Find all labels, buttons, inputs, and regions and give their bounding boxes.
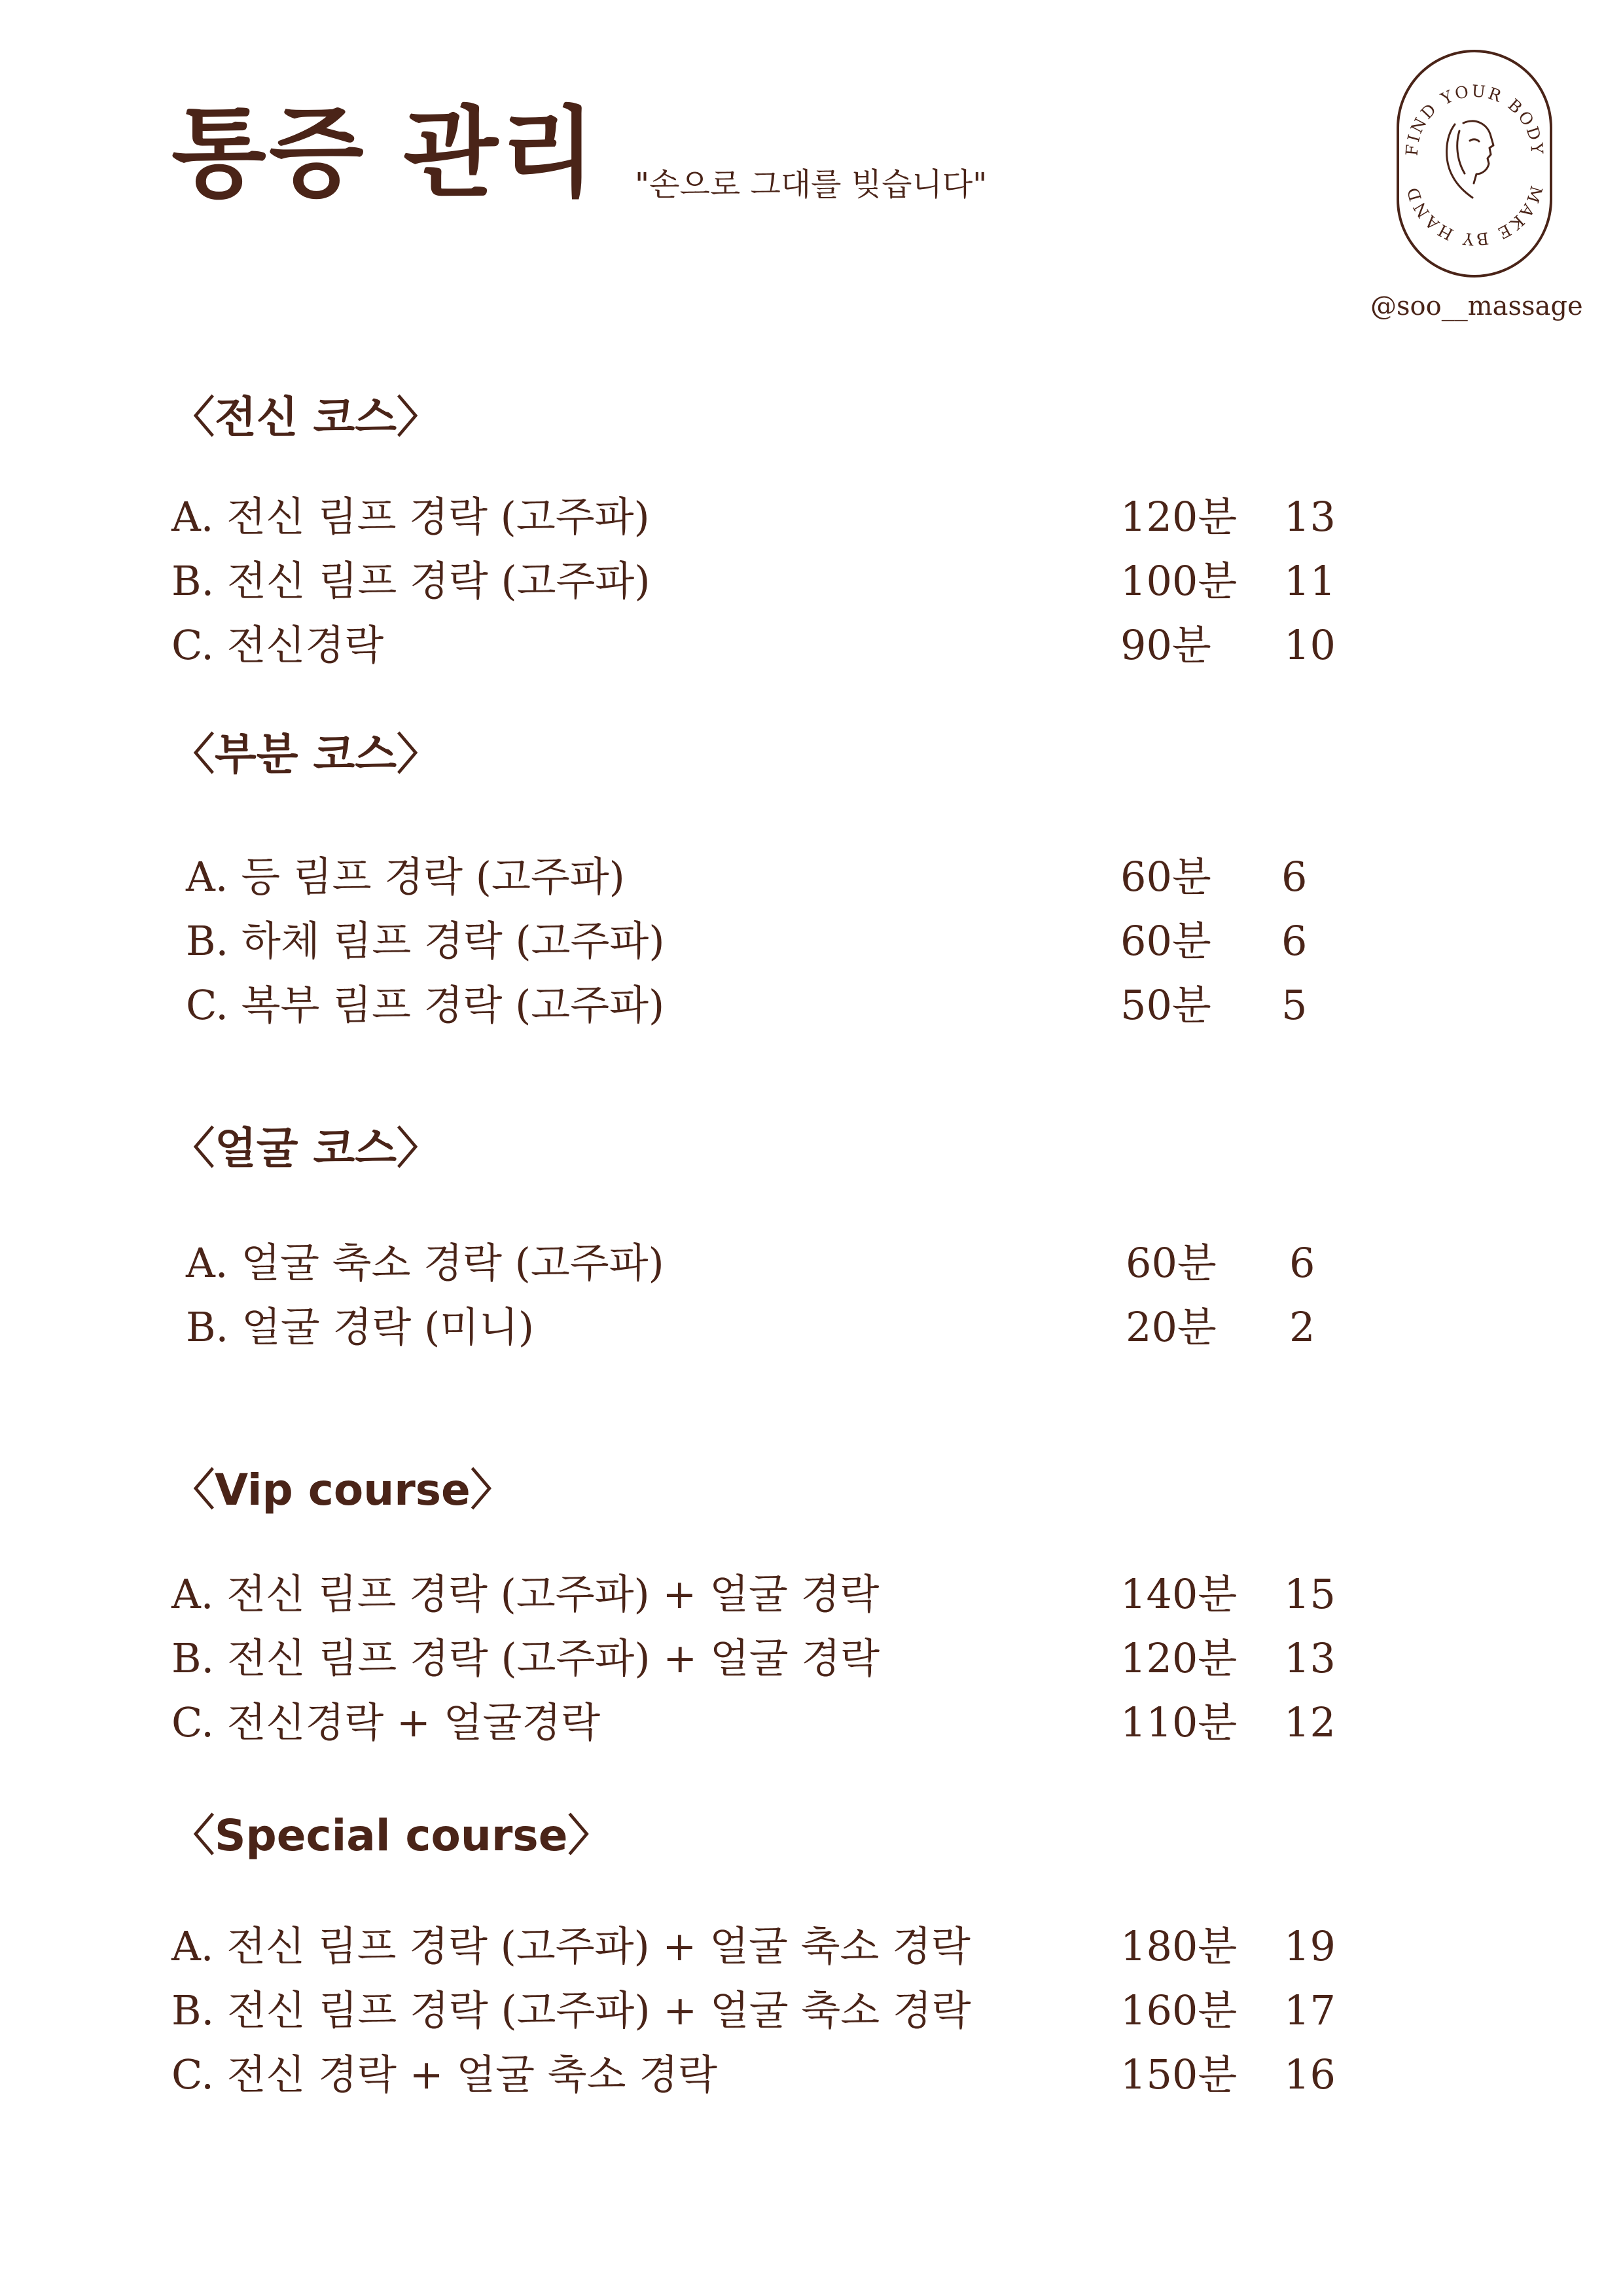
section-heading: 〈얼굴 코스〉 bbox=[171, 1123, 440, 1174]
logo-top-text: FIND YOUR BODY bbox=[1402, 81, 1547, 157]
item-duration: 60분 bbox=[1120, 853, 1211, 901]
section-heading: 〈부분 코스〉 bbox=[171, 729, 440, 780]
item-duration: 120분 bbox=[1120, 1634, 1238, 1682]
section-heading: 〈전신 코스〉 bbox=[171, 392, 440, 442]
item-price: 2 bbox=[1289, 1303, 1315, 1351]
menu-row bbox=[0, 1634, 1623, 1683]
item-price: 6 bbox=[1289, 1239, 1315, 1287]
item-name: B. 얼굴 경락 (미니) bbox=[186, 1303, 535, 1351]
menu-row bbox=[0, 620, 1623, 670]
item-price: 12 bbox=[1284, 1698, 1336, 1746]
item-price: 17 bbox=[1284, 1986, 1336, 2034]
menu-row bbox=[0, 1698, 1623, 1748]
menu-row bbox=[0, 1238, 1623, 1288]
menu-row bbox=[0, 852, 1623, 902]
item-name: A. 전신 림프 경락 (고주파) + 얼굴 축소 경락 bbox=[171, 1922, 971, 1970]
item-duration: 110분 bbox=[1120, 1698, 1238, 1746]
item-price: 6 bbox=[1281, 853, 1308, 901]
brand-logo-mark bbox=[1393, 46, 1556, 281]
item-name: B. 전신 림프 경락 (고주파) + 얼굴 축소 경락 bbox=[171, 1986, 971, 2034]
menu-row bbox=[0, 916, 1623, 966]
item-duration: 180분 bbox=[1120, 1922, 1238, 1970]
item-duration: 140분 bbox=[1120, 1570, 1238, 1618]
item-price: 5 bbox=[1281, 981, 1308, 1029]
menu-row bbox=[0, 492, 1623, 542]
item-name: B. 하체 림프 경락 (고주파) bbox=[186, 917, 665, 965]
menu-row bbox=[0, 2050, 1623, 2100]
item-price: 16 bbox=[1284, 2051, 1336, 2098]
menu-row bbox=[0, 1570, 1623, 1619]
logo-bottom-text: MAKE BY HAND bbox=[1402, 183, 1546, 249]
item-name: A. 전신 림프 경락 (고주파) bbox=[171, 493, 650, 541]
item-name: B. 전신 림프 경락 (고주파) bbox=[171, 557, 651, 605]
menu-row bbox=[0, 556, 1623, 606]
section-heading: 〈Vip course〉 bbox=[171, 1465, 514, 1515]
menu-row bbox=[0, 980, 1623, 1030]
page-title: 통증 관리 bbox=[171, 97, 598, 211]
instagram-handle: @soo__massage bbox=[1370, 291, 1583, 321]
page-subtitle: "손으로 그대를 빚습니다" bbox=[635, 166, 988, 203]
item-price: 13 bbox=[1284, 493, 1336, 541]
item-name: C. 전신경락 bbox=[171, 621, 384, 669]
item-duration: 100분 bbox=[1120, 557, 1238, 605]
brand-logo bbox=[1393, 46, 1556, 281]
item-name: C. 전신 경락 + 얼굴 축소 경락 bbox=[171, 2051, 718, 2098]
item-price: 19 bbox=[1284, 1922, 1336, 1970]
menu-row bbox=[0, 1986, 1623, 2036]
item-duration: 60분 bbox=[1126, 1239, 1217, 1287]
item-price: 13 bbox=[1284, 1634, 1336, 1682]
face-line-icon bbox=[1447, 121, 1493, 198]
item-name: A. 얼굴 축소 경락 (고주파) bbox=[186, 1239, 664, 1287]
item-price: 6 bbox=[1281, 917, 1308, 965]
item-duration: 150분 bbox=[1120, 2051, 1238, 2098]
svg-text:FIND YOUR BODY bbox=[1402, 81, 1547, 156]
item-duration: 90분 bbox=[1120, 621, 1211, 669]
item-price: 11 bbox=[1284, 557, 1336, 605]
item-name: C. 복부 림프 경락 (고주파) bbox=[186, 981, 665, 1029]
menu-row bbox=[0, 1302, 1623, 1352]
item-duration: 120분 bbox=[1120, 493, 1238, 541]
item-duration: 60분 bbox=[1120, 917, 1211, 965]
item-duration: 20분 bbox=[1126, 1303, 1217, 1351]
item-name: A. 등 림프 경락 (고주파) bbox=[186, 853, 625, 901]
svg-text:MAKE BY HAND bbox=[1403, 183, 1546, 249]
item-name: B. 전신 림프 경락 (고주파) + 얼굴 경락 bbox=[171, 1634, 880, 1682]
item-duration: 50분 bbox=[1120, 981, 1211, 1029]
item-name: C. 전신경락 + 얼굴경락 bbox=[171, 1698, 601, 1746]
item-price: 15 bbox=[1284, 1570, 1336, 1618]
menu-row bbox=[0, 1922, 1623, 1971]
item-name: A. 전신 림프 경락 (고주파) + 얼굴 경락 bbox=[171, 1570, 880, 1618]
item-price: 10 bbox=[1284, 621, 1336, 669]
section-heading: 〈Special course〉 bbox=[171, 1810, 611, 1861]
item-duration: 160분 bbox=[1120, 1986, 1238, 2034]
